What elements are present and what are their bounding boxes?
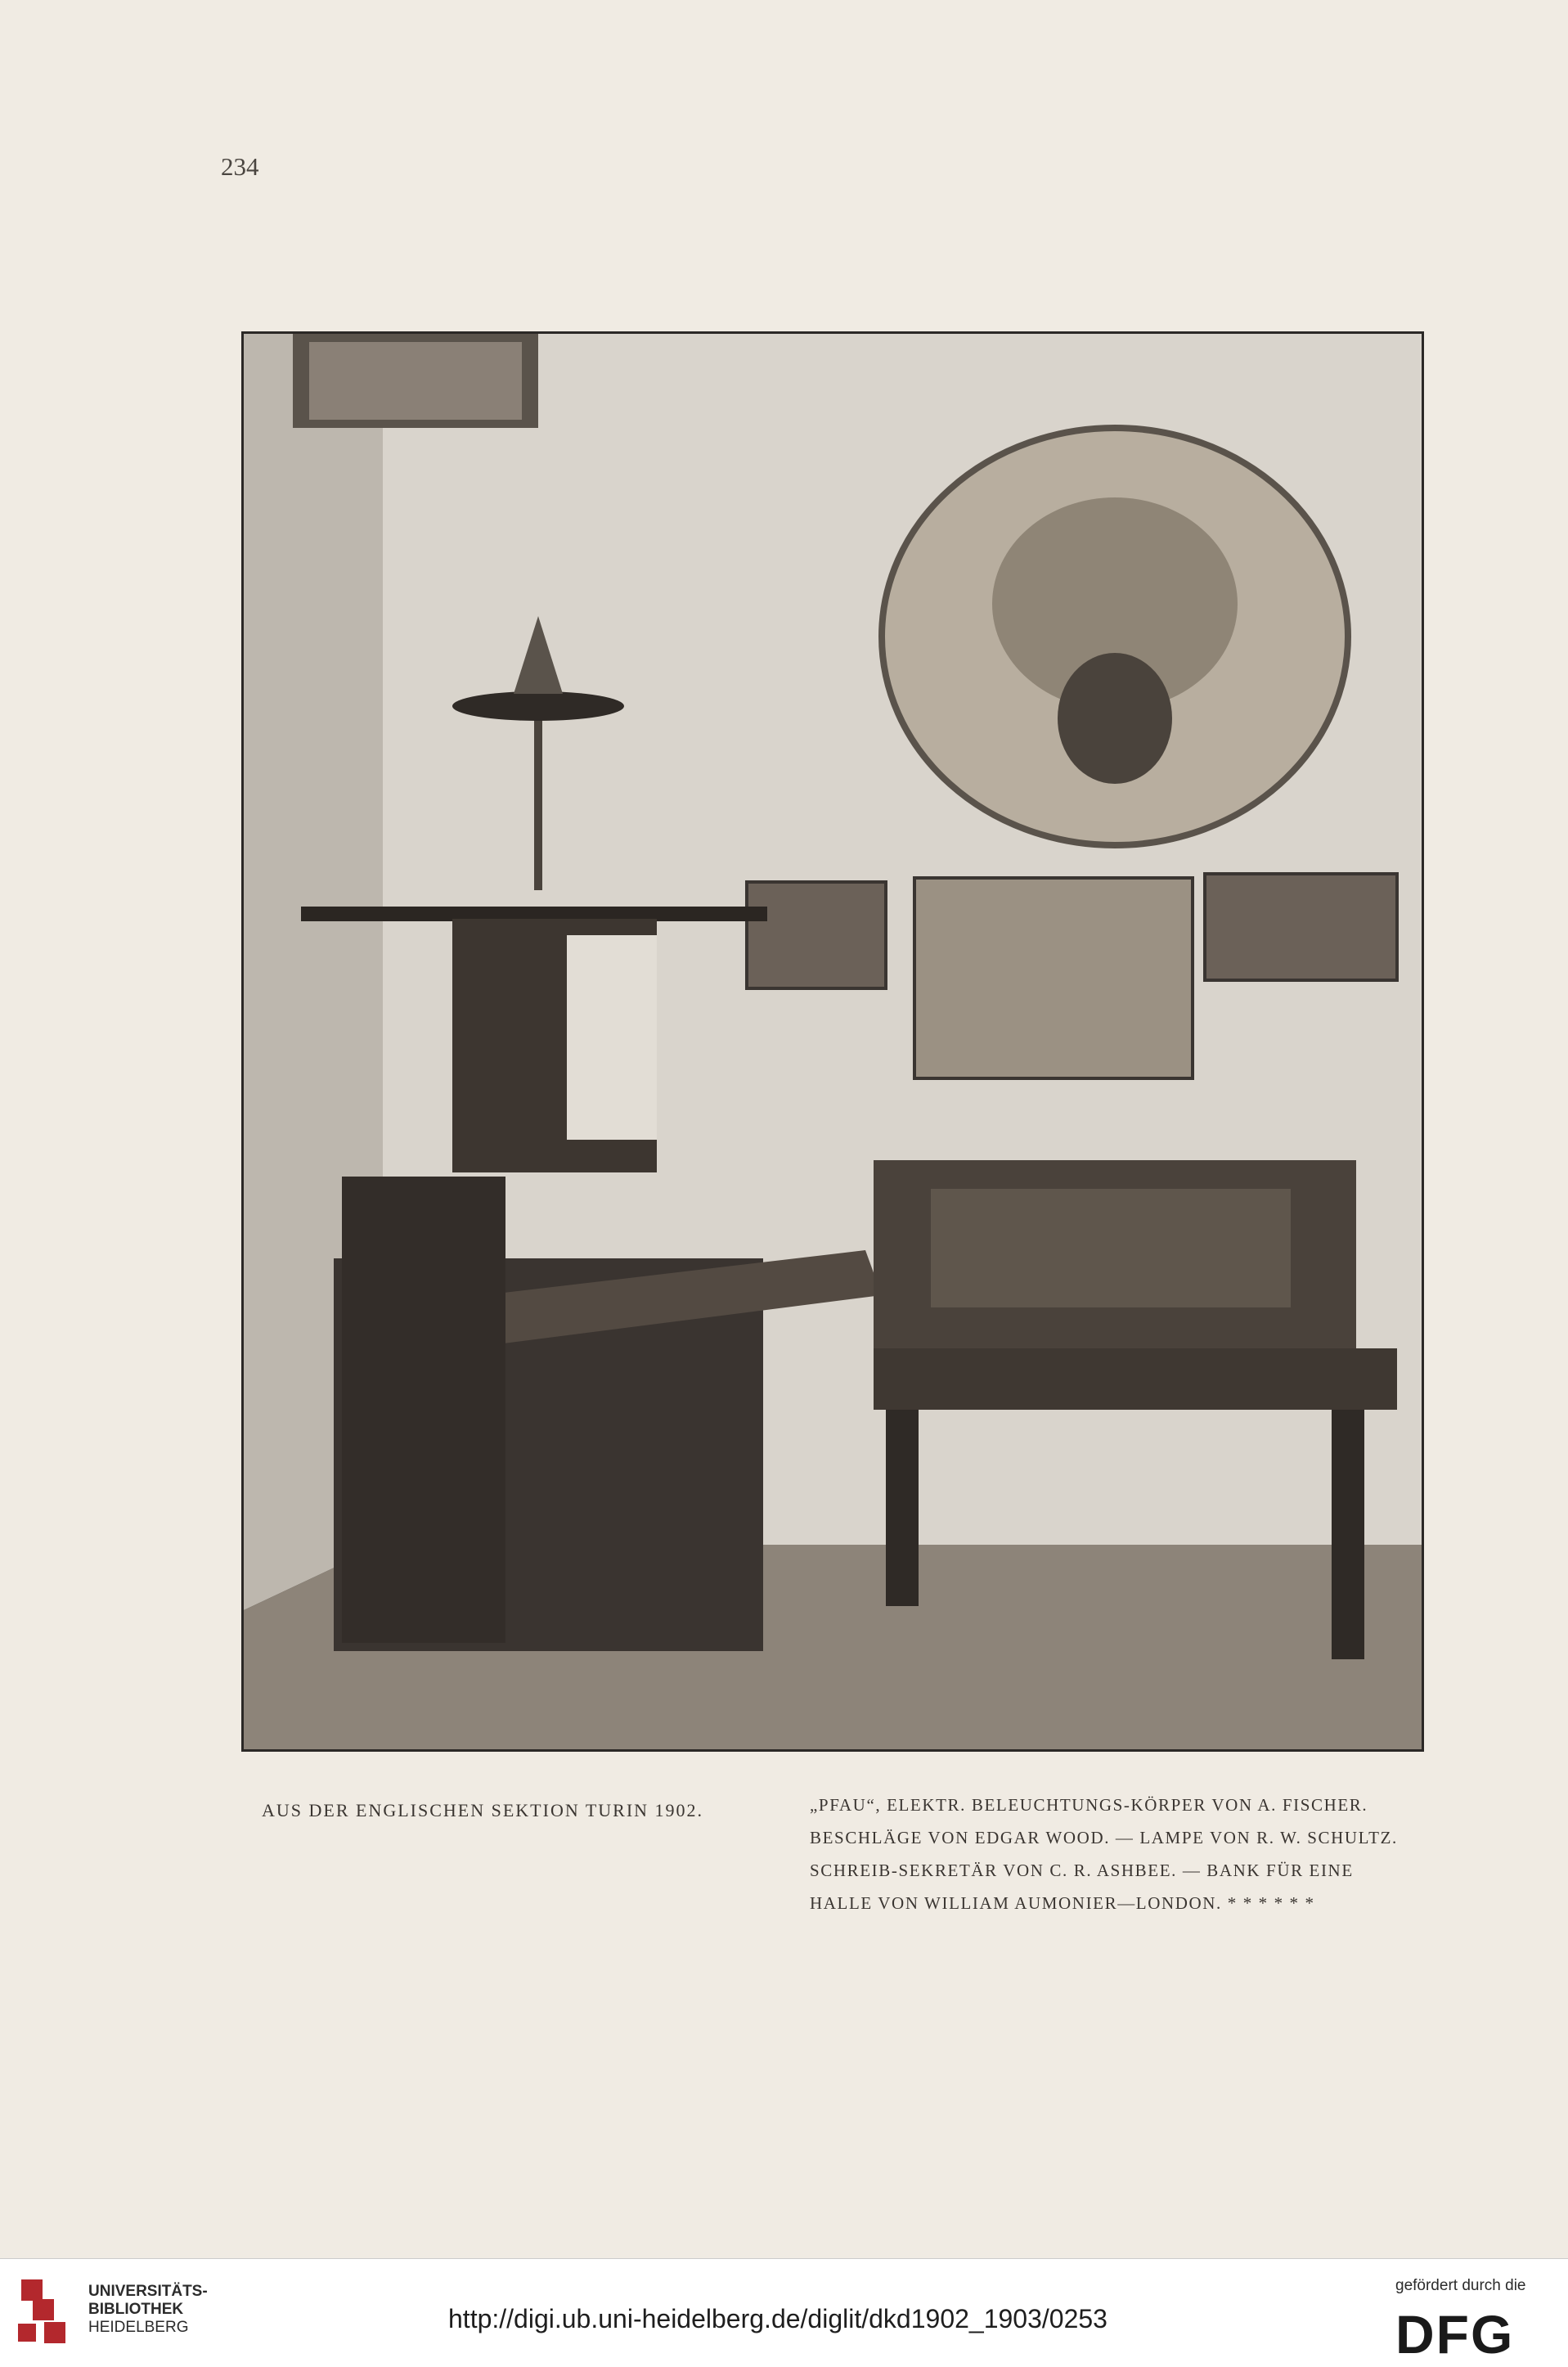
university-library-name xyxy=(88,2283,208,2337)
photograph-interior-scene xyxy=(241,331,1424,1752)
university-library-logo-icon xyxy=(16,2275,69,2353)
caption-right-line: „PFAU“, ELEKTR. BELEUCHTUNGS-KÖRPER VON A. FISCHER. xyxy=(810,1795,1368,1815)
caption-right-line: BESCHLÄGE VON EDGAR WOOD. — LAMPE VON R. W. SCHULTZ. xyxy=(810,1828,1398,1847)
photo-illustration xyxy=(244,334,1422,1749)
library-line-2: BIBLIOTHEK xyxy=(88,2301,184,2318)
caption-right-line: SCHREIB-SEKRETÄR VON C. R. ASHBEE. — BANK FÜR EINE xyxy=(810,1861,1354,1880)
caption-right xyxy=(810,1789,1440,1919)
caption-left: AUS DER ENGLISCHEN SEKTION TURIN 1902. xyxy=(262,1800,704,1820)
library-line-1: UNIVERSITÄTS- xyxy=(88,2283,208,2300)
funding-note: gefördert durch die xyxy=(1395,2277,1526,2294)
library-line-3: HEIDELBERG xyxy=(88,2319,189,2336)
caption-right-line: HALLE VON WILLIAM AUMONIER—LONDON. * * * * * * xyxy=(810,1893,1315,1913)
dfg-logo: DFG xyxy=(1395,2304,1515,2365)
digital-library-link[interactable]: http://digi.ub.uni-heidelberg.de/diglit/dkd1902_1903/0253 xyxy=(448,2304,1107,2333)
page-number: 234 xyxy=(221,152,259,181)
